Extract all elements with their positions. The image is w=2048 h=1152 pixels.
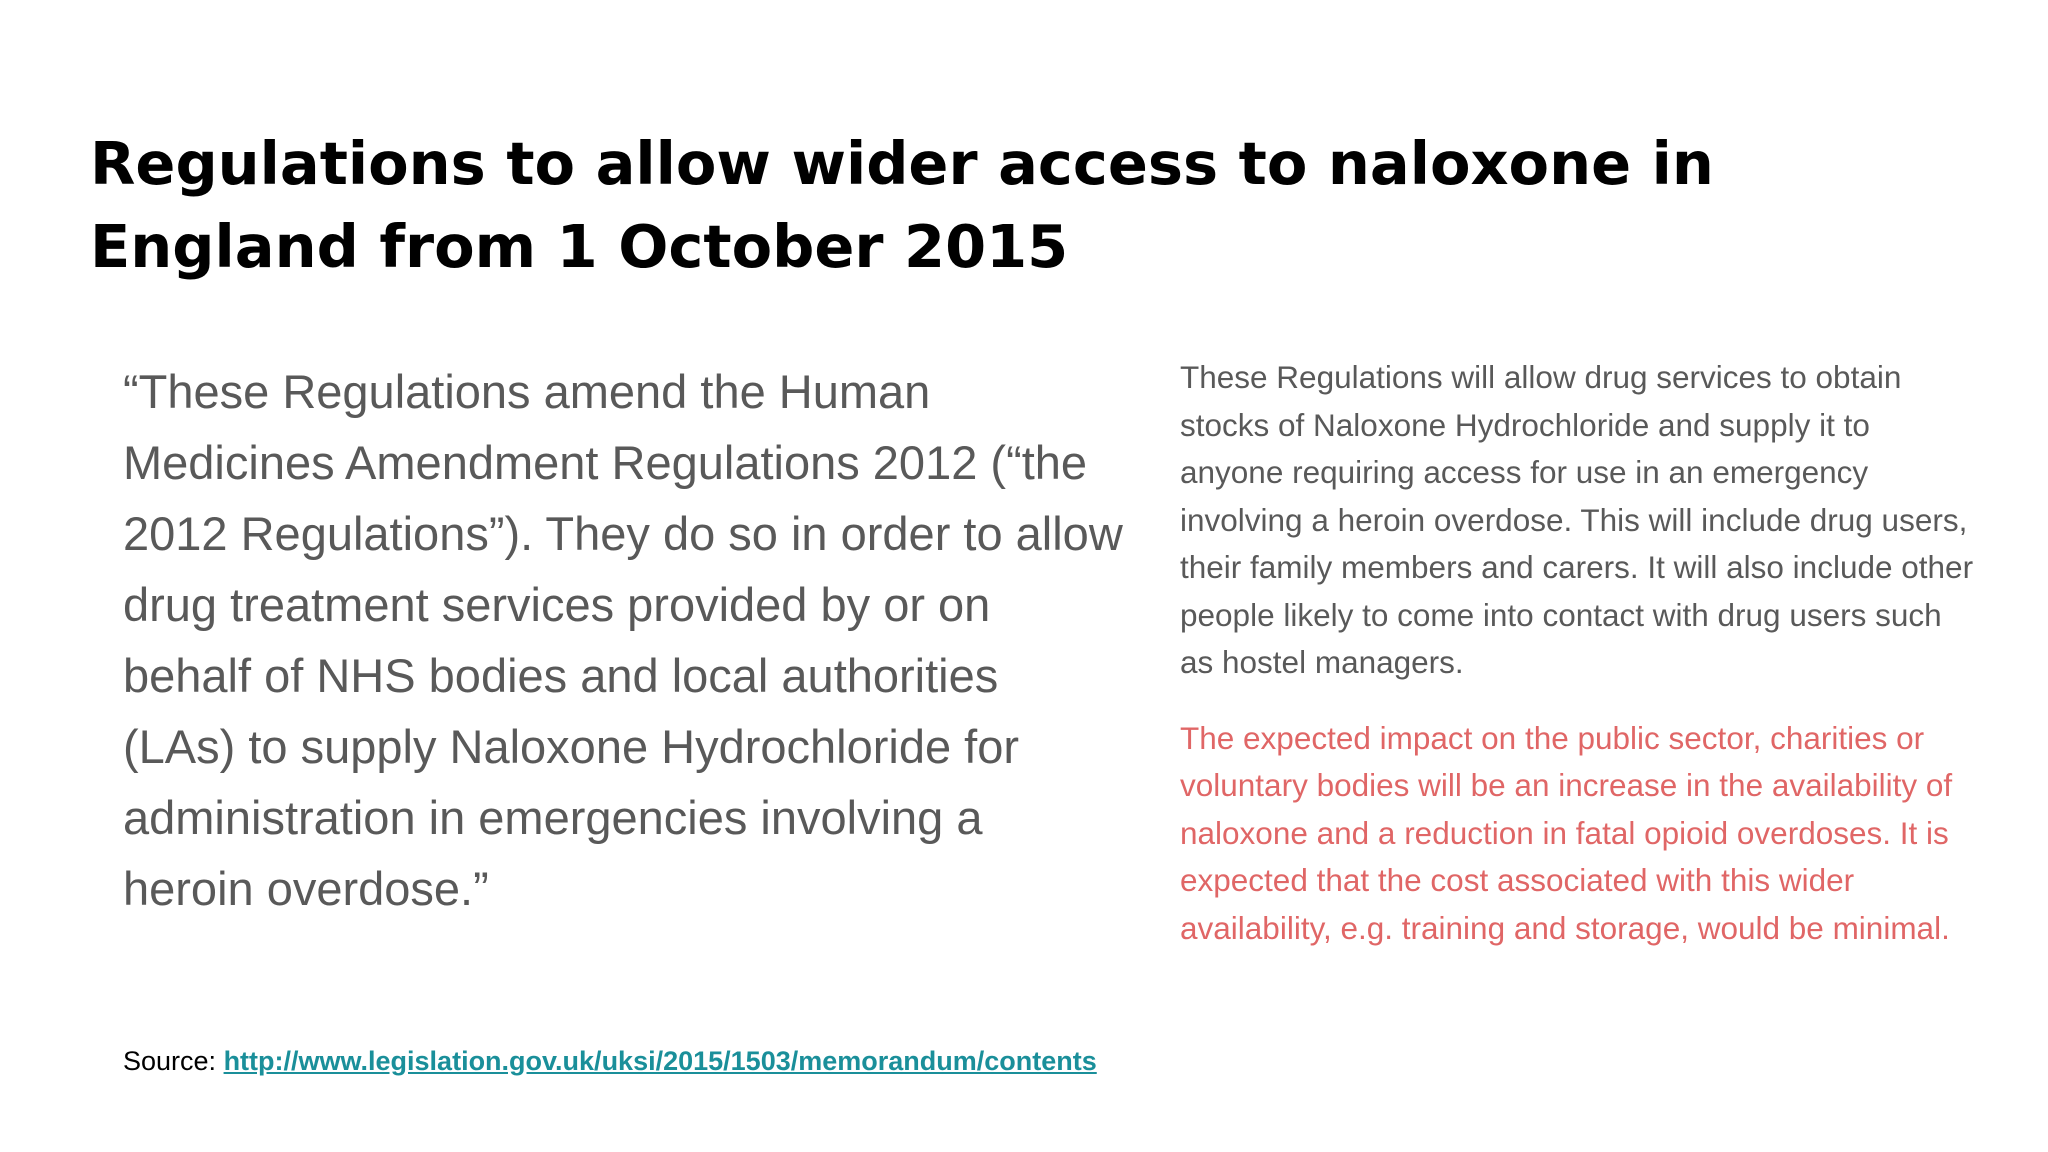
- source-label: Source:: [123, 1046, 224, 1076]
- slide-title: Regulations to allow wider access to naloxone in England from 1 October 2015: [90, 129, 1714, 281]
- source-line: [123, 1044, 1097, 1078]
- summary-paragraph: These Regulations will allow drug services to obtain stocks of Naloxone Hydrochloride and supply it to anyone requiring access for use in an emergency involving a heroin overdose. This will include drug users, their family members and carers. It will also include other people likely to come into contact with drug users such as hostel managers.: [1180, 359, 1974, 680]
- explanation-column: [1180, 354, 1980, 952]
- regulation-quote: “These Regulations amend the Human Medicines Amendment Regulations 2012 (“the 2012 Regulations”). They do so in order to allow drug treatment services provided by or on behalf of NHS bodies and local authorities (LAs) to supply Naloxone Hydrochloride for administration in emergencies involving a heroin overdose.”: [123, 365, 1123, 915]
- impact-paragraph: The expected impact on the public sector, charities or voluntary bodies will be an increase in the availability of naloxone and a reduction in fatal opioid overdoses. It is expected that the cost associated with this wider availability, e.g. training and storage, would be minimal.: [1180, 719, 1953, 946]
- source-link[interactable]: http://www.legislation.gov.uk/uksi/2015/1503/memorandum/contents: [223, 1046, 1097, 1076]
